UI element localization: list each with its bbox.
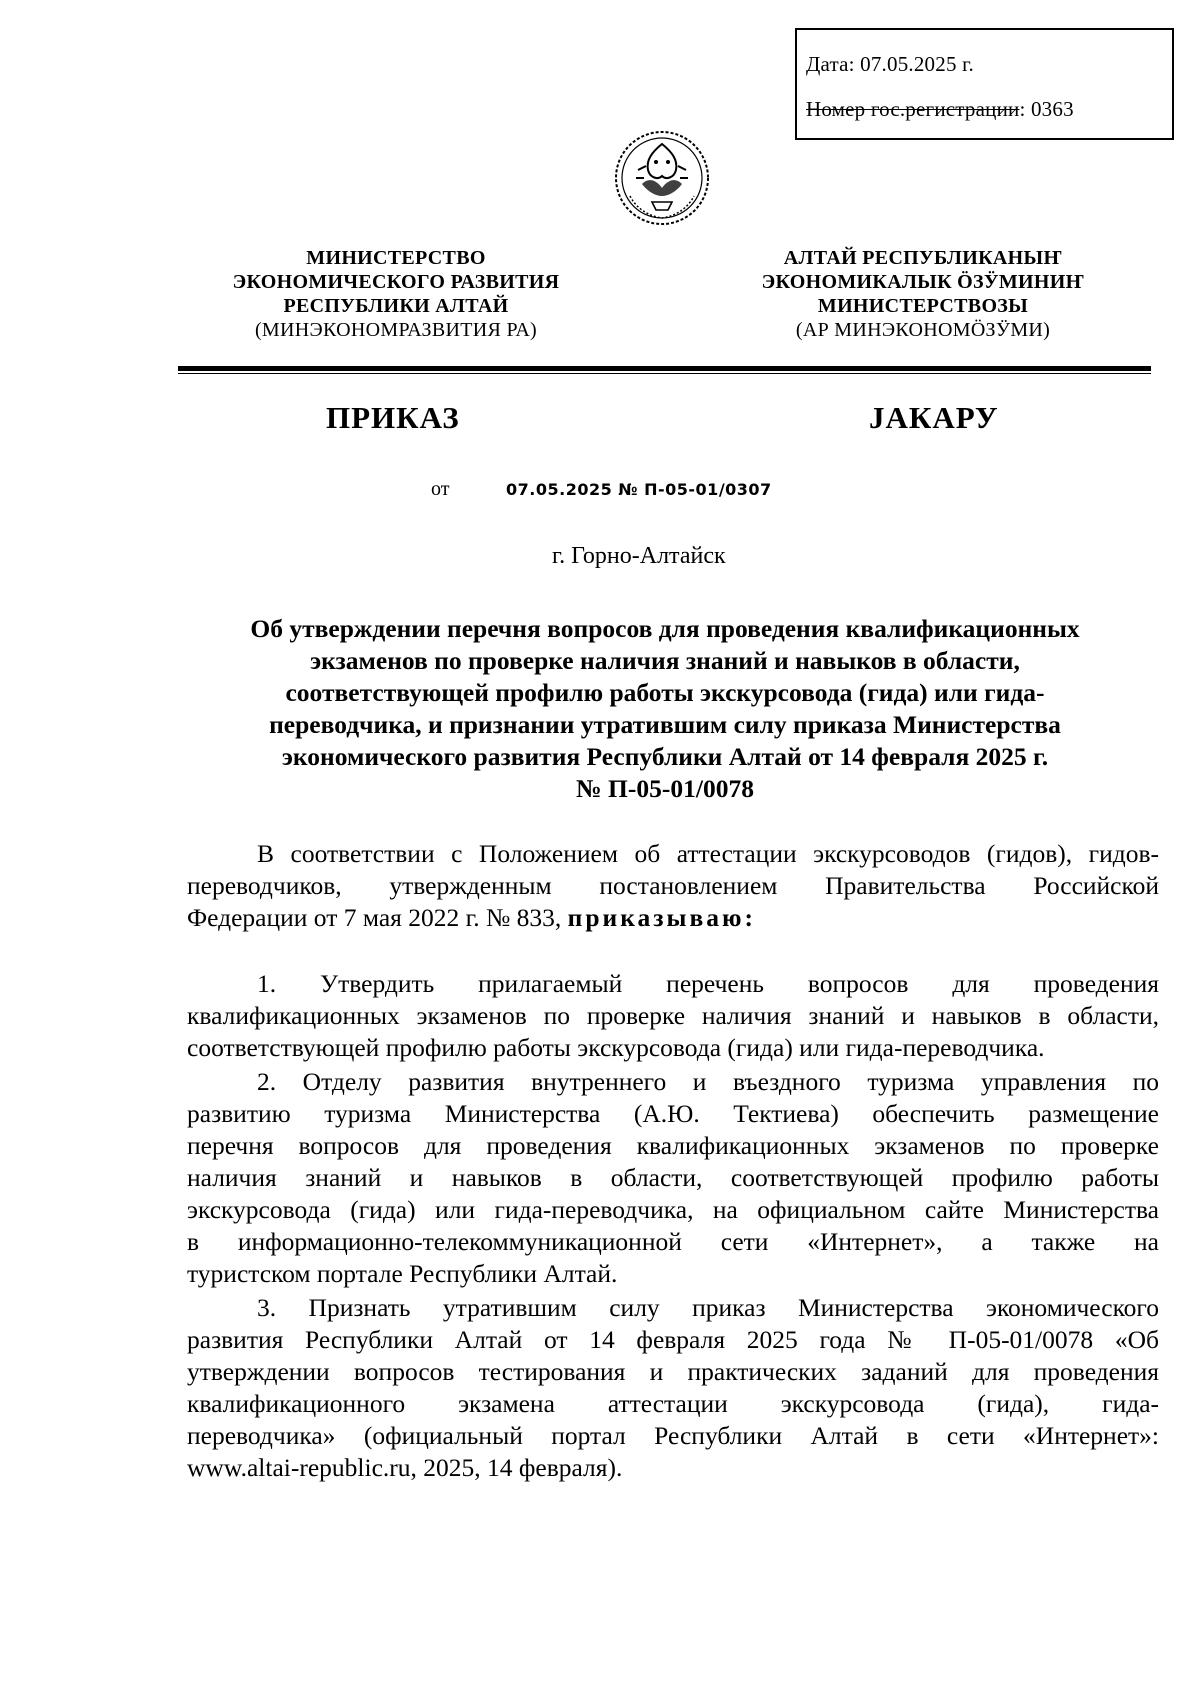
title-line: соответствующей профилю работы экскурсовода (гида) или гида- <box>285 678 1045 707</box>
preamble-line: В соответствии с Положением об аттестации экскурсоводов (гидов), гидов- <box>257 839 1159 868</box>
item-line: соответствующей профилю работы экскурсовода (гида) или гида-переводчика. <box>187 1033 1045 1062</box>
preamble-paragraph <box>187 838 1159 934</box>
registration-number-value: : 0363 <box>1019 97 1074 121</box>
coat-of-arms-emblem <box>612 126 712 230</box>
item-line: наличия знаний и навыков в области, соответствующей профилю работы <box>187 1163 1159 1192</box>
ministry-header-russian <box>186 246 606 342</box>
header-left-line4: (МИНЭКОНОМРАЗВИТИЯ РА) <box>254 319 538 341</box>
order-item-2 <box>187 1066 1159 1290</box>
item-line: 1. Утвердить прилагаемый перечень вопросов для проведения <box>257 969 1159 998</box>
header-left-line3: РЕСПУБЛИКИ АЛТАЙ <box>283 295 509 317</box>
title-line: № П-05-01/0078 <box>576 774 754 803</box>
order-date-number: 07.05.2025 № П-05-01/0307 <box>506 480 772 499</box>
order-item-1 <box>187 968 1159 1064</box>
header-left-line2: ЭКОНОМИЧЕСКОГО РАЗВИТИЯ <box>232 271 560 293</box>
header-left-line1: МИНИСТЕРСТВО <box>306 247 486 269</box>
order-title-russian: ПРИКАЗ <box>326 400 460 435</box>
header-divider <box>178 366 1151 371</box>
preamble-line-text: Федерации от 7 мая 2022 г. № 833, <box>187 903 568 932</box>
registration-date-label: Дата <box>806 52 849 76</box>
title-line: Об утверждении перечня вопросов для проведения квалификационных <box>250 614 1080 643</box>
item-line: 3. Признать утратившим силу приказ Министерства экономического <box>257 1293 1159 1322</box>
item-line: www.altai-republic.ru, 2025, 14 февраля). <box>187 1453 623 1482</box>
header-divider-thin <box>178 373 1151 374</box>
header-right-line2: ЭКОНОМИКАЛЫК ӦЗӰМИНИҤ <box>761 271 1085 293</box>
item-line: развитию туризма Министерства (А.Ю. Тектиева) обеспечить размещение <box>187 1099 1159 1128</box>
registration-date-value: : 07.05.2025 г. <box>848 52 975 76</box>
title-line: переводчика, и признании утратившим силу приказа Министерства <box>269 710 1061 739</box>
order-item-3 <box>187 1292 1159 1484</box>
order-title-altai: JАКАРУ <box>869 400 999 435</box>
order-city: г. Горно-Алтайск <box>552 543 726 569</box>
item-line: переводчика» (официальный портал Республики Алтай в сети «Интернет»: <box>187 1421 1159 1450</box>
header-right-line3: МИНИСТЕРСТВОЗЫ <box>817 295 1029 317</box>
item-line: перечня вопросов для проведения квалификационных экзаменов по проверке <box>187 1131 1159 1160</box>
registration-number <box>806 97 1074 122</box>
item-line: утверждении вопросов тестирования и практических заданий для проведения <box>187 1357 1159 1386</box>
header-right-line1: АЛТАЙ РЕСПУБЛИКАНЫҤ <box>783 247 1063 269</box>
item-line: 2. Отделу развития внутреннего и въездного туризма управления по <box>257 1067 1159 1096</box>
registration-date <box>806 52 974 77</box>
order-word: приказываю: <box>567 903 756 932</box>
registration-number-label: Номер гос.регистрации <box>806 97 1020 121</box>
item-line: экскурсовода (гида) или гида-переводчика, на официальном сайте Министерства <box>187 1195 1159 1224</box>
ministry-header-altai <box>713 246 1133 342</box>
header-right-line4: (АР МИНЭКОНОМӦЗӰМИ) <box>795 319 1051 341</box>
preamble-line-final <box>187 902 1159 934</box>
title-line: экзаменов по проверке наличия знаний и навыков в области, <box>310 646 1020 675</box>
item-line: туристском портале Республики Алтай. <box>187 1259 618 1288</box>
item-line: в информационно-телекоммуникационной сети «Интернет», а также на <box>187 1227 1159 1256</box>
item-line: квалификационных экзаменов по проверке наличия знаний и навыков в области, <box>187 1001 1159 1030</box>
item-line: развития Республики Алтай от 14 февраля 2025 года № П-05-01/0078 «Об <box>187 1325 1159 1354</box>
title-line: экономического развития Республики Алтай от 14 февраля 2025 г. <box>281 742 1049 771</box>
document-title <box>180 613 1150 805</box>
registration-stamp <box>795 28 1174 140</box>
preamble-line: переводчиков, утвержденным постановлением Правительства Российской <box>187 871 1159 900</box>
order-from-label: от <box>431 478 450 500</box>
item-line: квалификационного экзамена аттестации экскурсовода (гида), гида- <box>187 1389 1159 1418</box>
